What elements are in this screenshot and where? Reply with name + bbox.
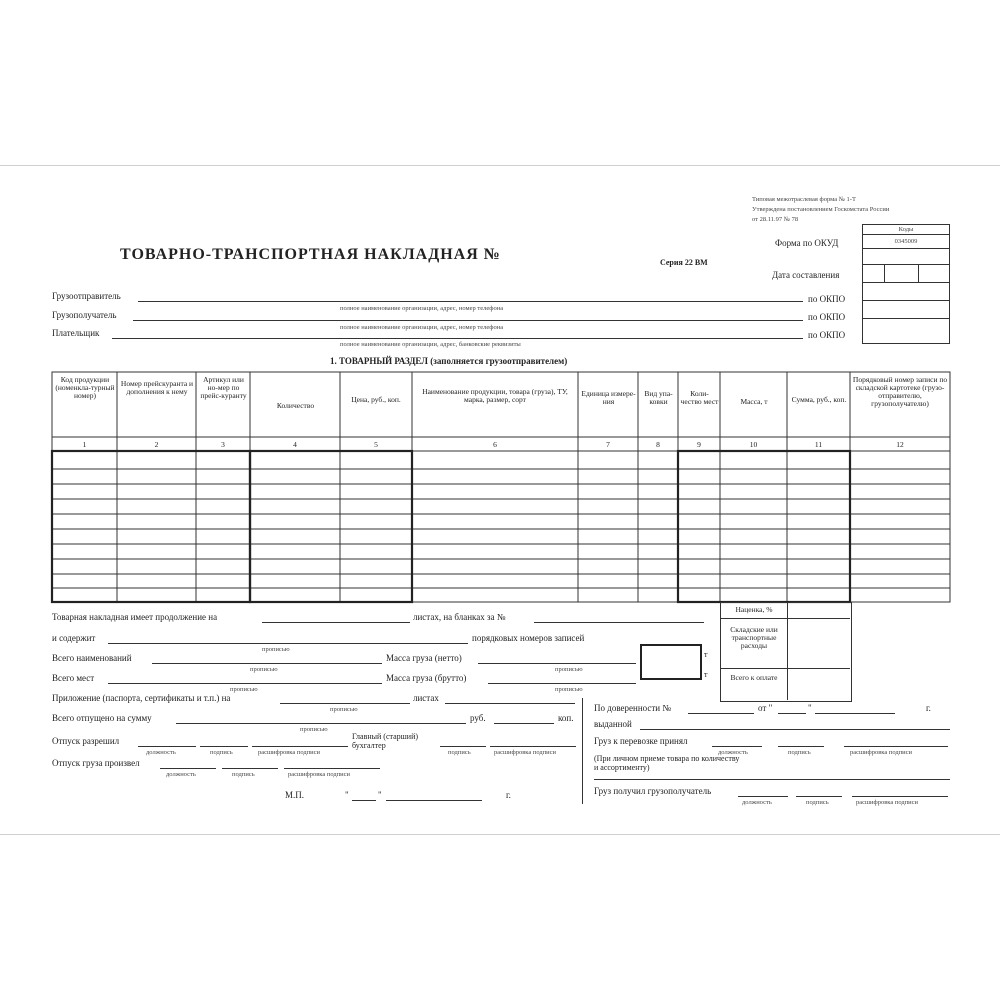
col-num-4: 4 [293, 440, 297, 449]
col-header-2: Номер прейскуранта и дополнения к нему [120, 379, 194, 396]
codes-header: Коды [898, 226, 914, 233]
release-position-field[interactable] [138, 746, 196, 747]
date-quote-open: " [345, 790, 349, 800]
col-header-12: Порядковый номер записи по складской картотеке (грузо-отправителю, грузополучателю) [852, 375, 948, 408]
poa-day-field[interactable] [778, 713, 806, 714]
approval-line-1: Типовая межотраслевая форма № 1-Т [752, 196, 856, 203]
decode-hint-4: расшифровка подписи [850, 749, 913, 756]
position-hint-4: должность [742, 799, 772, 806]
consignee-hint: полное наименование организации, адрес, номер телефона [340, 324, 504, 331]
sign-month-field[interactable] [386, 800, 482, 801]
personal-receipt-note: (При личном приеме товара по количеству и ассортименту) [594, 754, 740, 772]
in-words-hint-6: прописью [330, 706, 358, 713]
in-words-hint-5: прописью [555, 686, 583, 693]
in-words-hint-3: прописью [555, 666, 583, 673]
received-decode-field[interactable] [852, 796, 948, 797]
signature-hint-4: подпись [788, 749, 811, 756]
mass-box[interactable] [640, 644, 702, 680]
decode-hint-3: расшифровка подписи [288, 771, 351, 778]
received-label: Груз получил грузополучатель [594, 786, 712, 796]
mass-net-label: Масса груза (нетто) [386, 653, 462, 663]
divider [582, 698, 583, 804]
col-header-9: Коли-чество мест [680, 389, 719, 406]
shipper-okpo: по ОКПО [808, 294, 846, 304]
okud-code: 0345009 [894, 238, 918, 245]
markup-label: Наценка, % [735, 605, 773, 614]
col-num-12: 12 [896, 440, 904, 449]
received-position-field[interactable] [738, 796, 788, 797]
position-hint-3: должность [718, 749, 748, 756]
record-numbers-label: порядковых номеров записей [472, 633, 585, 643]
accepted-position-field[interactable] [712, 746, 762, 747]
poa-from-label: от " [758, 703, 773, 713]
col-header-7: Единица измере-ния [581, 389, 636, 406]
consignee-okpo: по ОКПО [808, 312, 846, 322]
decode-hint-5: расшифровка подписи [856, 799, 919, 806]
continuation-label: Товарная накладная имеет продолжение на [52, 612, 218, 622]
year-label-left: г. [506, 790, 511, 800]
in-words-hint-4: прописью [230, 686, 258, 693]
attachment-extra-field[interactable] [445, 703, 575, 704]
col-header-6: Наименование продукции, товара (груза), ТУ, марка, размер, сорт [422, 387, 568, 404]
col-num-2: 2 [154, 440, 159, 449]
markup-box [720, 602, 852, 702]
col-num-11: 11 [814, 440, 823, 449]
col-header-3: Артикул или но-мер по прейс-куранту [200, 375, 247, 400]
total-payable-label: Всего к оплате [730, 673, 778, 682]
signature-hint-2: подпись [448, 749, 471, 756]
poa-month-field[interactable] [815, 713, 895, 714]
rub-label: руб. [470, 713, 486, 723]
okud-label: Форма по ОКУД [775, 238, 839, 248]
form-title: ТОВАРНО-ТРАНСПОРТНАЯ НАКЛАДНАЯ № [120, 246, 501, 263]
shipper-label: Грузоотправитель [52, 291, 121, 301]
issued-label: выданной [594, 719, 632, 729]
goods-table-grid [0, 166, 1000, 834]
in-words-hint-1: прописью [262, 646, 290, 653]
payer-label: Плательщик [52, 328, 100, 338]
accountant-signature-field[interactable] [440, 746, 486, 747]
col-header-1: Код продукции (номенкла-турный номер) [55, 375, 115, 400]
col-num-10: 10 [749, 440, 758, 449]
waybill-form [0, 165, 1000, 835]
handed-decode-field[interactable] [284, 768, 380, 769]
signature-hint-1: подпись [210, 749, 233, 756]
sheets-forms-label: листах, на бланках за № [413, 612, 506, 622]
issued-field[interactable] [640, 729, 950, 730]
total-names-label: Всего наименований [52, 653, 132, 663]
mass-net-field[interactable] [478, 663, 636, 664]
consignee-label: Грузополучатель [52, 310, 117, 320]
total-places-label: Всего мест [52, 673, 95, 683]
poa-label: По доверенности № [594, 703, 671, 713]
decode-hint-2: расшифровка подписи [494, 749, 557, 756]
col-header-8: Вид упа-ковки [644, 389, 673, 406]
t-label-2: т [704, 670, 708, 679]
in-words-hint-2: прописью [250, 666, 278, 673]
release-allowed-label: Отпуск разрешил [52, 736, 120, 746]
col-num-8: 8 [656, 440, 660, 449]
sign-day-field[interactable] [352, 800, 376, 801]
date-label: Дата составления [772, 270, 840, 280]
released-sum-label: Всего отпущено на сумму [52, 713, 152, 723]
section-title: 1. ТОВАРНЫЙ РАЗДЕЛ (заполняется грузоотправителем) [330, 356, 568, 366]
received-signature-field[interactable] [796, 796, 842, 797]
signature-hint-3: подпись [232, 771, 255, 778]
series-label: Серия 22 ВМ [660, 258, 708, 267]
chief-accountant-label: Главный (старший) бухгалтер [352, 732, 419, 750]
poa-number-field[interactable] [688, 713, 754, 714]
release-decode-field[interactable] [252, 746, 348, 747]
col-num-9: 9 [697, 440, 701, 449]
mass-gross-field[interactable] [488, 683, 636, 684]
position-hint-2: должность [166, 771, 196, 778]
shipper-hint: полное наименование организации, адрес, номер телефона [340, 305, 504, 312]
continuation-sheets-field[interactable] [262, 622, 410, 623]
accountant-decode-field[interactable] [490, 746, 576, 747]
handed-signature-field[interactable] [222, 768, 278, 769]
col-num-7: 7 [606, 440, 610, 449]
warehouse-label: Складские или транспортные расходы [730, 625, 778, 650]
released-sum-field[interactable] [176, 723, 466, 724]
note-field[interactable] [594, 779, 950, 780]
attachment-sheets-label: листах [413, 693, 439, 703]
col-num-1: 1 [82, 440, 87, 449]
records-count-field[interactable] [108, 643, 468, 644]
kop-label: коп. [558, 713, 574, 723]
col-header-5: Цена, руб., коп. [351, 395, 401, 404]
approval-line-3: от 28.11.97 № 78 [752, 216, 799, 223]
poa-year-label: г. [926, 703, 931, 713]
stamp-label: М.П. [285, 790, 305, 800]
col-num-5: 5 [374, 440, 378, 449]
rub-field[interactable] [494, 723, 554, 724]
col-header-4: Количество [276, 401, 315, 410]
payer-okpo: по ОКПО [808, 330, 846, 340]
date-quote-close: " [378, 790, 382, 800]
attachment-sheets-field[interactable] [280, 703, 410, 704]
approval-line-2: Утверждена постановлением Госкомстата России [752, 206, 890, 213]
signature-hint-5: подпись [806, 799, 829, 806]
attachment-label: Приложение (паспорта, сертификаты и т.п.) на [52, 693, 231, 703]
cargo-accepted-label: Груз к перевозке принял [594, 736, 688, 746]
col-num-3: 3 [221, 440, 225, 449]
decode-hint-1: расшифровка подписи [258, 749, 321, 756]
handed-position-field[interactable] [160, 768, 216, 769]
total-places-field[interactable] [108, 683, 382, 684]
release-signature-field[interactable] [200, 746, 248, 747]
mass-gross-label: Масса груза (брутто) [386, 673, 467, 683]
contains-label: и содержит [52, 633, 96, 643]
position-hint-1: должность [146, 749, 176, 756]
poa-quote: " [808, 703, 812, 713]
accepted-decode-field[interactable] [844, 746, 948, 747]
accepted-signature-field[interactable] [778, 746, 824, 747]
payer-hint: полное наименование организации, адрес, банковские реквизиты [340, 341, 521, 348]
col-header-10: Масса, т [740, 397, 768, 406]
col-num-6: 6 [493, 440, 497, 449]
t-label-1: т [704, 650, 708, 659]
in-words-hint-7: прописью [300, 726, 328, 733]
total-names-field[interactable] [152, 663, 382, 664]
col-header-11: Сумма, руб., коп. [791, 395, 847, 404]
cargo-handed-label: Отпуск груза произвел [52, 758, 140, 768]
form-numbers-field[interactable] [534, 622, 704, 623]
